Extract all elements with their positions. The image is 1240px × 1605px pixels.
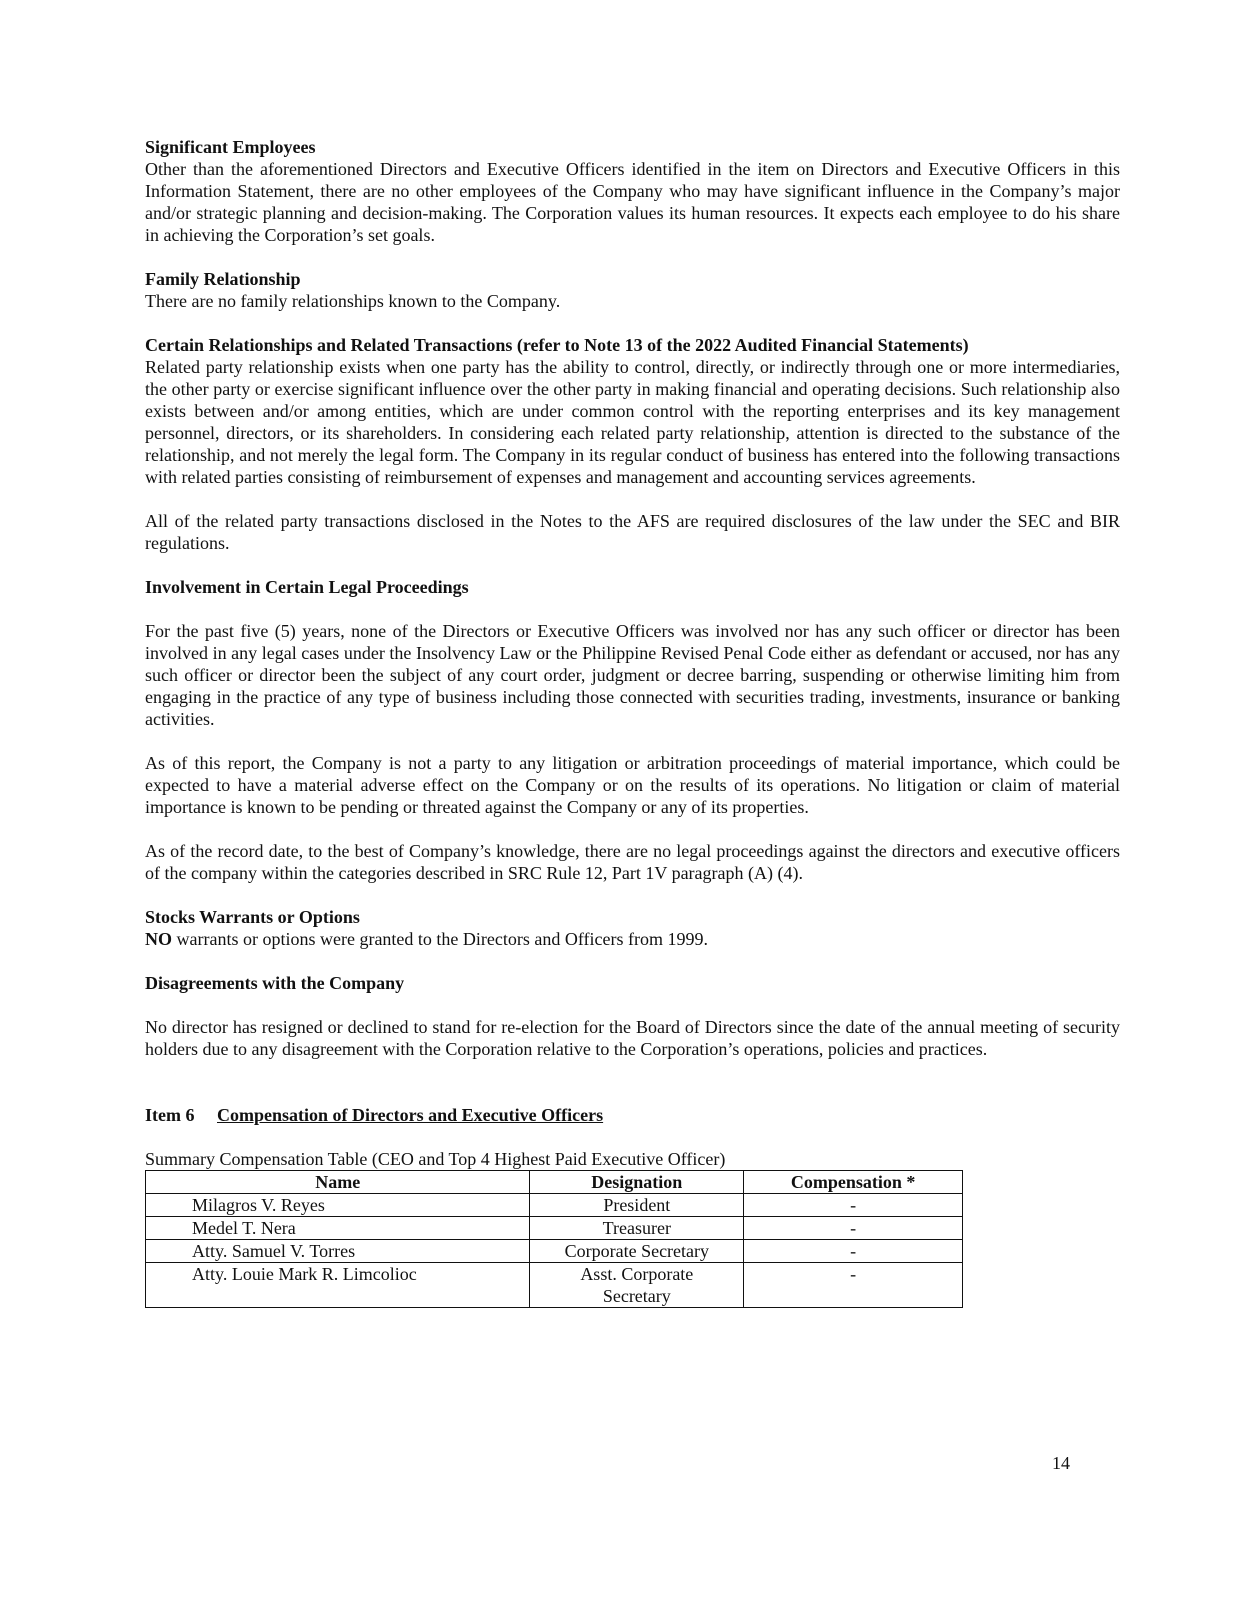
cell-designation: President [530, 1194, 744, 1217]
table-row [146, 1217, 963, 1240]
section-heading: Significant Employees [145, 137, 316, 157]
item-number: Item 6 [145, 1105, 195, 1125]
cell-designation: Treasurer [530, 1217, 744, 1240]
family-relationship-section [145, 268, 1120, 312]
cell-name: Atty. Louie Mark R. Limcolioc [146, 1263, 530, 1308]
significant-employees-section [145, 136, 1120, 246]
section-body-text: warrants or options were granted to the Directors and Officers from 1999. [172, 929, 709, 949]
table-row [146, 1240, 963, 1263]
column-header-compensation: Compensation * [744, 1171, 963, 1194]
section-body: For the past five (5) years, none of the Directors or Executive Officers was involved nor has any such officer or director has been involved in any legal cases under the Insolvency Law or the Philippine Revised Penal Code either as defendant or accused, nor has any such officer or director been the subject of any court order, judgment or decree barring, suspending or otherwise limiting him from engaging in the practice of any type of business including those connected with securities trading, investments, insurance or banking activities. [145, 621, 1120, 729]
legal-proceedings-section [145, 576, 1120, 884]
cell-compensation: - [744, 1263, 963, 1308]
compensation-table [145, 1170, 963, 1308]
cell-name: Medel T. Nera [146, 1217, 530, 1240]
item6-heading [145, 1104, 1120, 1126]
table-header-row [146, 1171, 963, 1194]
cell-name: Milagros V. Reyes [146, 1194, 530, 1217]
section-body [145, 928, 1120, 950]
document-page [145, 136, 1120, 1308]
table-row [146, 1263, 963, 1308]
stock-warrants-section [145, 906, 1120, 950]
section-heading: Involvement in Certain Legal Proceedings [145, 577, 469, 597]
cell-designation: Asst. Corporate Secretary [530, 1263, 744, 1308]
disagreements-section [145, 972, 1120, 1060]
section-heading: Disagreements with the Company [145, 973, 405, 993]
section-body: There are no family relationships known to the Company. [145, 291, 561, 311]
section-body: All of the related party transactions disclosed in the Notes to the AFS are required disclosures of the law under the SEC and BIR regulations. [145, 511, 1120, 553]
section-heading: Family Relationship [145, 269, 301, 289]
emphasis-word: NO [145, 929, 172, 949]
column-header-name: Name [146, 1171, 530, 1194]
section-body: Related party relationship exists when one party has the ability to control, directly, or indirectly through one or more intermediaries, the other party or exercise significant influence over the other party in making financial and operating decisions. Such relationship also exists between and/or among entities, which are under common control with the reporting enterprises and its key management personnel, directors, or its shareholders. In considering each related party relationship, attention is directed to the substance of the relationship, and not merely the legal form. The Company in its regular conduct of business has entered into the following transactions with related parties consisting of reimbursement of expenses and management and accounting services agreements. [145, 357, 1120, 487]
cell-compensation: - [744, 1240, 963, 1263]
table-caption: Summary Compensation Table (CEO and Top 4 Highest Paid Executive Officer) [145, 1149, 726, 1169]
item-title: Compensation of Directors and Executive Officers [217, 1105, 604, 1125]
cell-compensation: - [744, 1194, 963, 1217]
section-body: As of this report, the Company is not a party to any litigation or arbitration proceedings of material importance, which could be expected to have a material adverse effect on the Company or on the results of its operations. No litigation or claim of material importance is known to be pending or threated against the Company or any of its properties. [145, 753, 1120, 817]
section-body: No director has resigned or declined to stand for re-election for the Board of Directors since the date of the annual meeting of security holders due to any disagreement with the Corporation relative to the Corporation’s operations, policies and practices. [145, 1017, 1120, 1059]
item6-section [145, 1104, 1120, 1308]
section-heading: Certain Relationships and Related Transactions (refer to Note 13 of the 2022 Audited Financial Statements) [145, 335, 969, 355]
table-row [146, 1194, 963, 1217]
column-header-designation: Designation [530, 1171, 744, 1194]
page-number: 14 [1052, 1453, 1070, 1473]
section-body: As of the record date, to the best of Company’s knowledge, there are no legal proceedings against the directors and executive officers of the company within the categories described in SRC Rule 12, Part 1V paragraph (A) (4). [145, 841, 1120, 883]
related-transactions-section [145, 334, 1120, 554]
section-heading: Stocks Warrants or Options [145, 907, 360, 927]
cell-compensation: - [744, 1217, 963, 1240]
cell-designation: Corporate Secretary [530, 1240, 744, 1263]
section-body: Other than the aforementioned Directors and Executive Officers identified in the item on Directors and Executive Officers in this Information Statement, there are no other employees of the Company who may have significant influence in the Company’s major and/or strategic planning and decision-making. The Corporation values its human resources. It expects each employee to do his share in achieving the Corporation’s set goals. [145, 159, 1120, 245]
cell-name: Atty. Samuel V. Torres [146, 1240, 530, 1263]
